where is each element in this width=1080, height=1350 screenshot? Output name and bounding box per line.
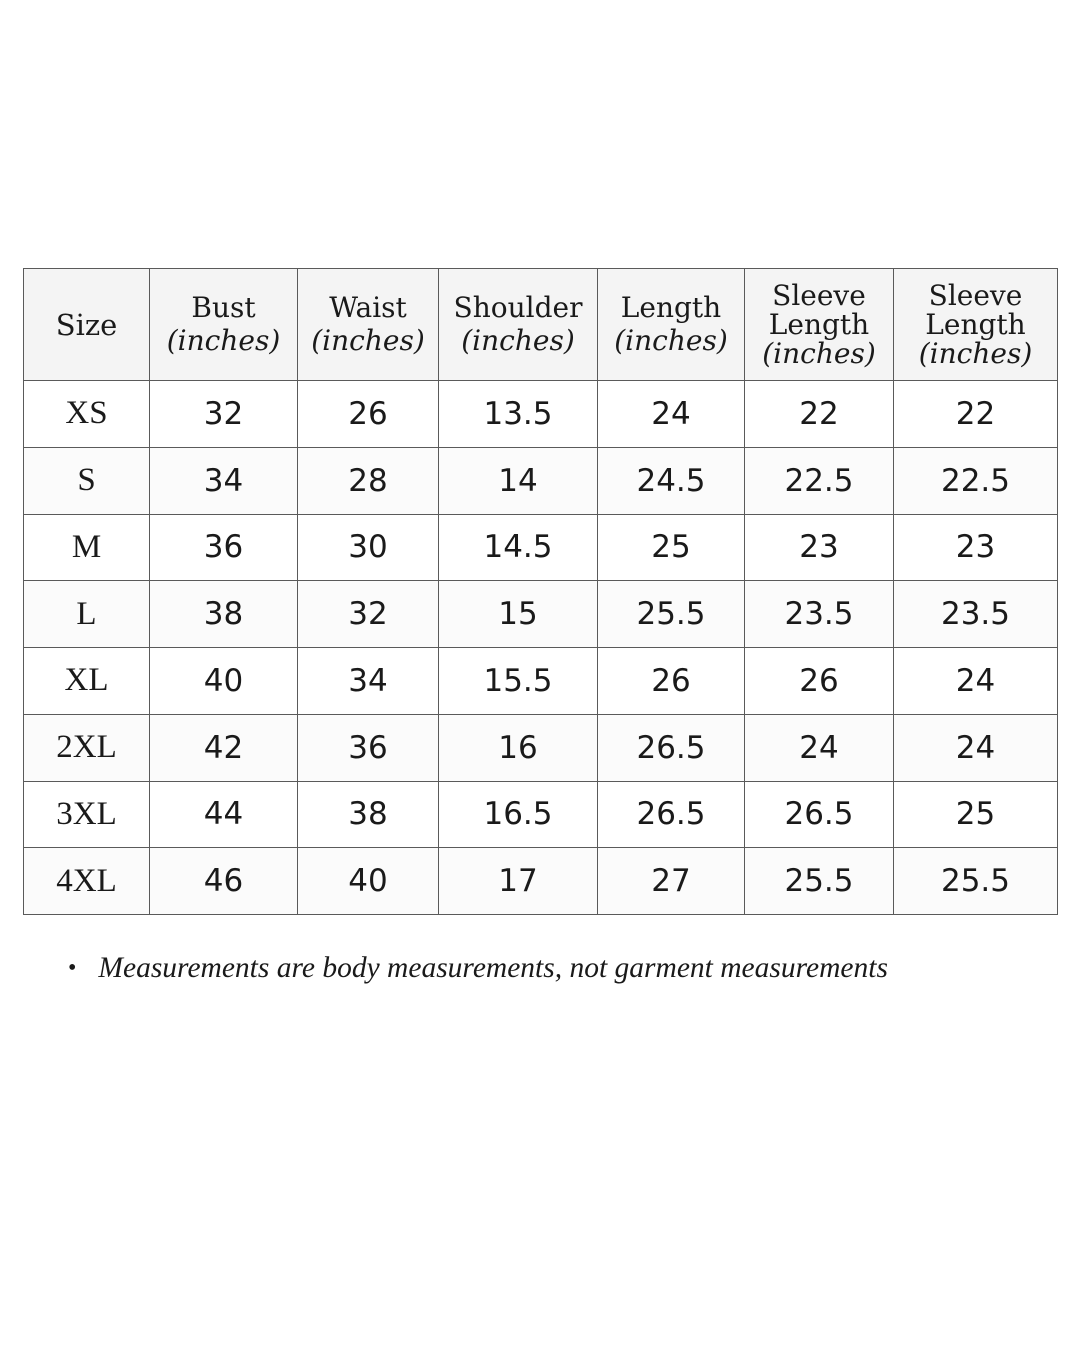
cell-size: 4XL [24,848,150,915]
cell-sleeve-length-2: 24 [894,648,1058,715]
table-row [24,781,1058,848]
cell-sleeve-length-2: 24 [894,714,1058,781]
cell-sleeve-length-1: 25.5 [745,848,894,915]
cell-size: S [24,447,150,514]
cell-sleeve-length-2: 23.5 [894,581,1058,648]
cell-bust: 42 [150,714,298,781]
header-shoulder-label: Shoulder [453,290,583,324]
cell-length: 25 [598,514,745,581]
cell-size: XL [24,648,150,715]
header-bust [150,269,298,381]
header-shoulder [439,269,598,381]
cell-bust: 44 [150,781,298,848]
cell-length: 25.5 [598,581,745,648]
cell-bust: 32 [150,381,298,448]
cell-bust: 38 [150,581,298,648]
header-waist-label: Waist [329,290,407,324]
cell-waist: 28 [298,447,439,514]
cell-waist: 38 [298,781,439,848]
table-header [24,269,1058,381]
header-bust-unit: (inches) [166,323,281,357]
cell-sleeve-length-2: 25.5 [894,848,1058,915]
header-sleeve-length-1-label: Sleeve Length [768,279,870,341]
cell-bust: 46 [150,848,298,915]
header-waist [298,269,439,381]
cell-sleeve-length-1: 22 [745,381,894,448]
cell-waist: 32 [298,581,439,648]
cell-size: M [24,514,150,581]
cell-shoulder: 16 [439,714,598,781]
table-row [24,581,1058,648]
cell-shoulder: 13.5 [439,381,598,448]
cell-sleeve-length-1: 26 [745,648,894,715]
cell-sleeve-length-1: 23 [745,514,894,581]
header-row [24,269,1058,381]
cell-shoulder: 15 [439,581,598,648]
cell-shoulder: 14 [439,447,598,514]
cell-size: XS [24,381,150,448]
header-size-label: Size [55,307,118,342]
cell-waist: 30 [298,514,439,581]
table-row [24,714,1058,781]
bullet-icon: • [68,955,77,981]
cell-sleeve-length-1: 24 [745,714,894,781]
cell-waist: 40 [298,848,439,915]
cell-length: 26.5 [598,714,745,781]
header-bust-label: Bust [191,290,256,324]
cell-waist: 34 [298,648,439,715]
header-sleeve-length-2 [894,269,1058,381]
header-sleeve-length-2-unit: (inches) [918,337,1033,370]
cell-sleeve-length-2: 25 [894,781,1058,848]
header-sleeve-length-1-unit: (inches) [762,337,876,370]
header-length [598,269,745,381]
table-row [24,648,1058,715]
cell-shoulder: 14.5 [439,514,598,581]
cell-sleeve-length-2: 22 [894,381,1058,448]
cell-length: 26.5 [598,781,745,848]
measurement-note [68,948,1048,988]
cell-length: 24.5 [598,447,745,514]
cell-shoulder: 16.5 [439,781,598,848]
header-length-label: Length [620,290,722,324]
cell-sleeve-length-1: 26.5 [745,781,894,848]
cell-shoulder: 17 [439,848,598,915]
cell-bust: 36 [150,514,298,581]
cell-sleeve-length-1: 23.5 [745,581,894,648]
cell-waist: 26 [298,381,439,448]
cell-waist: 36 [298,714,439,781]
table-row [24,848,1058,915]
cell-length: 27 [598,848,745,915]
header-length-unit: (inches) [614,323,728,357]
size-chart-table [23,268,1058,915]
note-text: Measurements are body measurements, not garment measurements [98,952,888,984]
table-row [24,514,1058,581]
cell-bust: 34 [150,447,298,514]
header-sleeve-length-1 [745,269,894,381]
cell-length: 24 [598,381,745,448]
cell-size: L [24,581,150,648]
cell-shoulder: 15.5 [439,648,598,715]
cell-sleeve-length-1: 22.5 [745,447,894,514]
header-shoulder-unit: (inches) [461,323,575,357]
cell-bust: 40 [150,648,298,715]
table-row [24,381,1058,448]
cell-size: 2XL [24,714,150,781]
header-sleeve-length-2-label: Sleeve Length [925,279,1026,341]
header-waist-unit: (inches) [311,323,425,357]
table-row [24,447,1058,514]
cell-size: 3XL [24,781,150,848]
header-size [24,269,150,381]
cell-sleeve-length-2: 23 [894,514,1058,581]
cell-sleeve-length-2: 22.5 [894,447,1058,514]
table-body [24,381,1058,915]
cell-length: 26 [598,648,745,715]
